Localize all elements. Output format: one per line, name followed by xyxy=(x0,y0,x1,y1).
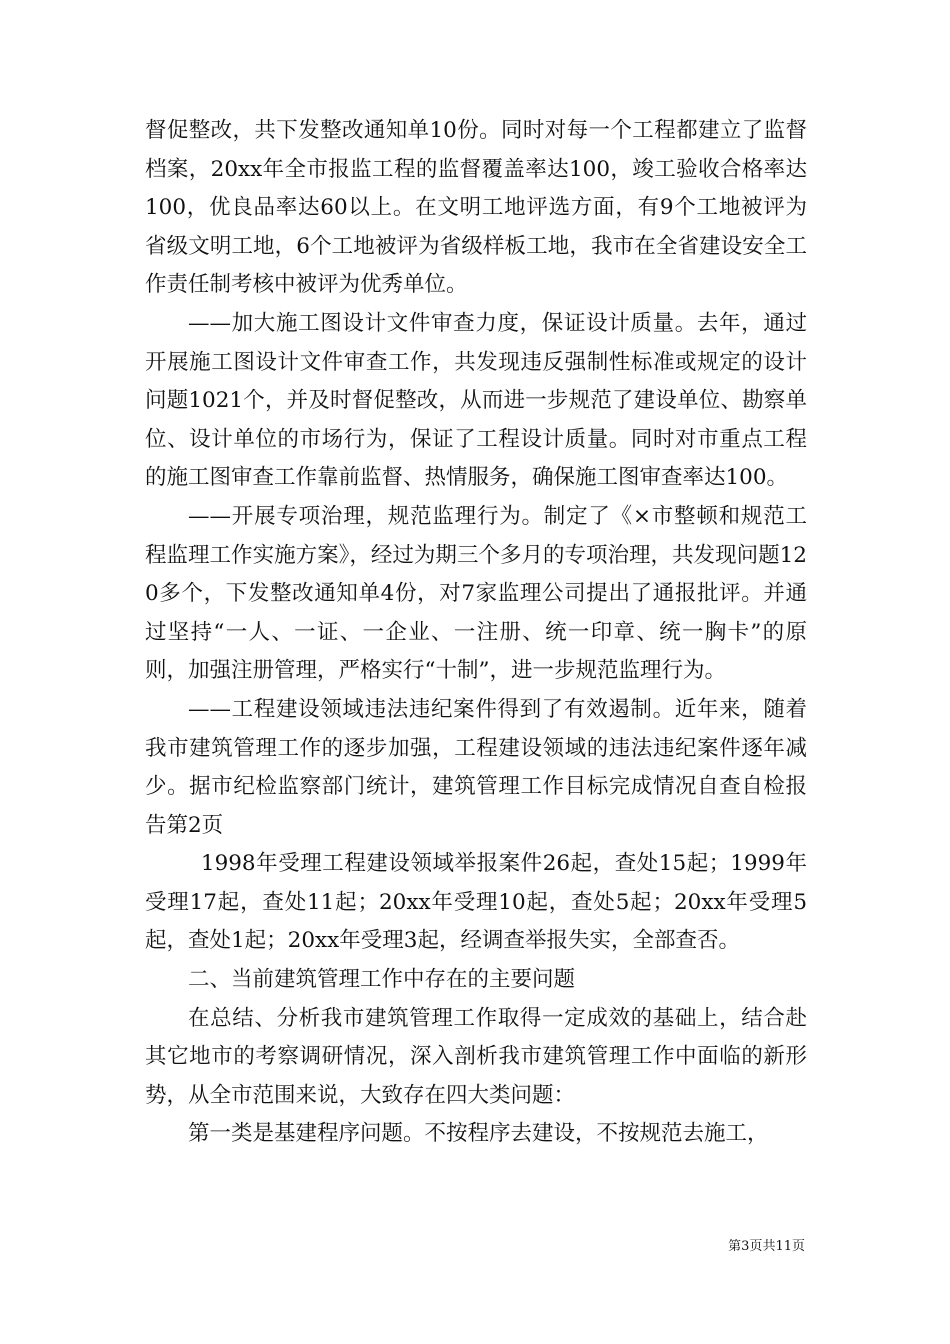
paragraph-problem-overview: 在总结、分析我市建筑管理工作取得一定成效的基础上，结合赴其它地市的考察调研情况，深入剖析我市建筑管理工作中面临的新形势，从全市范围来说，大致存在四大类问题： xyxy=(145,1005,807,1108)
document-body xyxy=(145,112,807,1154)
page-number-footer: 第3页共11页 xyxy=(728,1239,805,1254)
paragraph-violation-cases: ——工程建设领域违法违纪案件得到了有效遏制。近年来，随着我市建筑管理工作的逐步加强，工程建设领域的违法违纪案件逐年减少。据市纪检监察部门统计，建筑管理工作目标完成情况自查自检报告第2页 xyxy=(145,696,807,838)
paragraph-first-problem-type: 第一类是基建程序问题。不按程序去建设，不按规范去施工， xyxy=(188,1121,769,1147)
paragraph-design-review: ——加大施工图设计文件审查力度，保证设计质量。去年，通过开展施工图设计文件审查工作，共发现违反强制性标准或规定的设计问题1021个，并及时督促整改，从而进一步规范了建设单位、勘察单位、设计单位的市场行为，保证了工程设计质量。同时对市重点工程的施工图审查工作靠前监督、热情服务，确保施工图审查率达100。 xyxy=(145,310,807,491)
paragraph-supervision-summary: 督促整改，共下发整改通知单10份。同时对每一个工程都建立了监督档案，20xx年全市报监工程的监督覆盖率达100，竣工验收合格率达100，优良品率达60以上。在文明工地评选方面，有9个工地被评为省级文明工地，6个工地被评为省级样板工地，我市在全省建设安全工作责任制考核中被评为优秀单位。 xyxy=(145,118,807,298)
section-heading-main-problems: 二、当前建筑管理工作中存在的主要问题 xyxy=(188,967,576,993)
paragraph-case-statistics: 1998年受理工程建设领域举报案件26起，查处15起；1999年受理17起，查处11起；20xx年受理10起，查处5起；20xx年受理5起，查处1起；20xx年受理3起，经调查举报失实，全部查否。 xyxy=(145,851,807,954)
paragraph-supervision-governance: ——开展专项治理，规范监理行为。制定了《×市整顿和规范工程监理工作实施方案》，经过为期三个多月的专项治理，共发现问题120多个，下发整改通知单4份，对7家监理公司提出了通报批评。并通过坚持“一人、一证、一企业、一注册、统一印章、统一胸卡”的原则，加强注册管理，严格实行“十制”，进一步规范监理行为。 xyxy=(145,503,807,684)
